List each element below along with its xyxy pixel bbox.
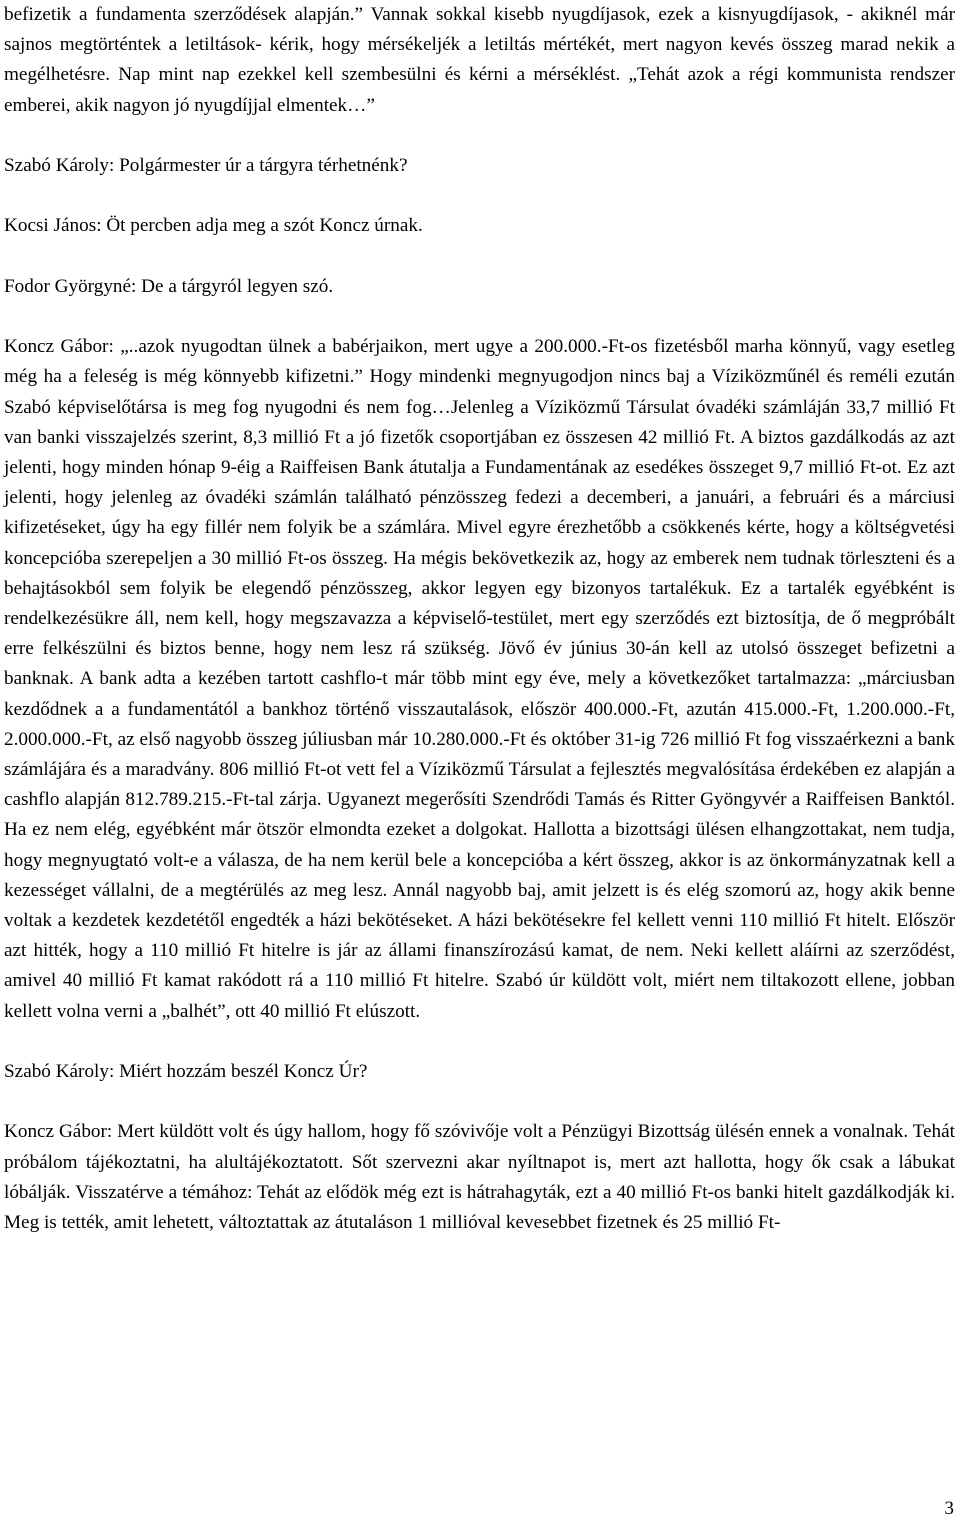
paragraph-szabo-question: Szabó Károly: Polgármester úr a tárgyra térhetnénk? (4, 155, 408, 176)
paragraph-fodor: Fodor Györgyné: De a tárgyról legyen szó. (4, 275, 334, 297)
document-page (4, 0, 955, 1238)
paragraph-intro: befizetik a fundamenta szerződések alapján.” Vannak sokkal kisebb nyugdíjasok, ezek a kisnyugdíjasok, - akiknél már sajnos megtörténtek a letiltások- kérik, hogy mérsékeljék a letiltás mértékét, mert nagyon kevés összeg marad nekik a megélhetésre. Nap mint nap ezekkel kell szembesülni és kérni a mérséklést. „Tehát azok a régi kommunista rendszer emberei, akik nagyon jó nyugdíjjal elmentek…” (4, 4, 955, 116)
paragraph-koncz-final: Koncz Gábor: Mert küldött volt és úgy hallom, hogy fő szóvivője volt a Pénzügyi Bizottság ülésén ennek a vonalnak. Tehát próbálom tájékoztatni, ha alultájékoztatott. Sőt szervezni akar nyíltnapot is, mert azt hallotta, hogy ők csak a lábukat lóbálják. Visszatérve a témához: Tehát az elődök még ezt is hátrahagyták, ezt a 40 millió Ft-os banki hitelt gazdálkodják ki. Meg is tették, amit lehetett, változtattak az átutaláson 1 millióval kevesebbet fizetnek és 25 millió Ft- (4, 1121, 955, 1234)
paragraph-koncz-main: Koncz Gábor: „..azok nyugodtan ülnek a babérjaikon, mert ugye a 200.000.-Ft-os fizetésből marha könnyű, vagy esetleg még ha a feleség is még könnyebb kifizetni.” Hogy mindenki megnyugodjon nincs baj a Víziközműnél és reméli ezután Szabó képviselőtársa is meg fog nyugodni és nem fog…Jelenleg a Víziközmű Társulat óvadéki számláján 33,7 millió Ft van banki visszajelzés szerint, 8,3 millió Ft a jó fizetők csoportjában ez összesen 42 millió Ft. A biztos gazdálkodás az azt jelenti, hogy minden hónap 9-éig a Raiffeisen Bank átutalja a Fundamentának az esedékes összeget 9,7 millió Ft-ot. Ez azt jelenti, hogy jelenleg az óvadéki számlán található pénzösszeg fedezi a decemberi, a januári, a februári és a márciusi kifizetéseket, úgy ha egy fillér nem folyik be a számlára. Mivel egyre érezhetőbb a csökkenés kérte, hogy a költségvetési koncepcióba szerepeljen a 30 millió Ft-os összeg. Ha mégis bekövetkezik az, hogy az emberek nem tudnak törleszteni és a behajtásokból sem folyik be elegendő pénzösszeg, akkor legyen egy bizonyos tartalékuk. Ez a tartalék egyébként is rendelkezésükre áll, nem kell, hogy megszavazza a képviselő-testület, mert egy szerződés ezt biztosítja, de ő megpróbált erre felkészülni és biztos benne, hogy nem lesz rá szükség. Jövő év június 30-án kell az utolsó összeget befizetni a banknak. A bank adta a kezében tartott cashflo-t már több mint egy éve, mely a következőket tartalmazza: „márciusban kezdődnek a a fundamentától a bankhoz történő visszautalások, először 400.000.-Ft, azután 415.000.-Ft, 1.200.000.-Ft, 2.000.000.-Ft, az első nagyobb összeg júliusban már 10.280.000.-Ft és október 31-ig 726 millió Ft fog visszaérkezni a bank számlájára és a maradvány. 806 millió Ft-ot vett fel a Víziközmű Társulat a fejlesztés megvalósítása érdekében ez alapján a cashflo alapján 812.789.215.-Ft-tal zárja. Ugyanezt megerősíti Szendrődi Tamás és Ritter Gyöngyvér a Raiffeisen Banktól. Ha ez nem elég, egyébként már ötször elmondta ezeket a dolgokat. Hallotta a bizottsági ülésen elhangzottakat, nem tudja, hogy megnyugtató volt-e a válasza, de ha nem kerül bele a koncepcióba a kért összeg, akkor is az önkormányzatnak kell a kezességet vállalni, de a megtérülés az meg lesz. Annál nagyobb baj, amit jelzett is és elég szomorú az, hogy akik benne voltak a kezdetek kezdetétől engedték a házi bekötéseket. A házi bekötésekre fel kellett venni 110 millió Ft hitelt. Először azt hitték, hogy a 110 millió Ft hitelre is jár az állami finanszírozású kamat, de nem. Neki kellett aláírni az szerződést, amivel 40 millió Ft kamat rakódott rá a 110 millió Ft hitelre. Szabó úr küldött volt, miért nem tiltakozott ellene, jobban kellett volna verni a „balhét”, ott 40 millió Ft elúszott. (4, 336, 955, 1022)
page-number: 3 (944, 1498, 954, 1519)
paragraph-kocsi: Kocsi János: Öt percben adja meg a szót Koncz úrnak. (4, 215, 423, 237)
paragraph-szabo-reply: Szabó Károly: Miért hozzám beszél Koncz Úr? (4, 1061, 368, 1083)
